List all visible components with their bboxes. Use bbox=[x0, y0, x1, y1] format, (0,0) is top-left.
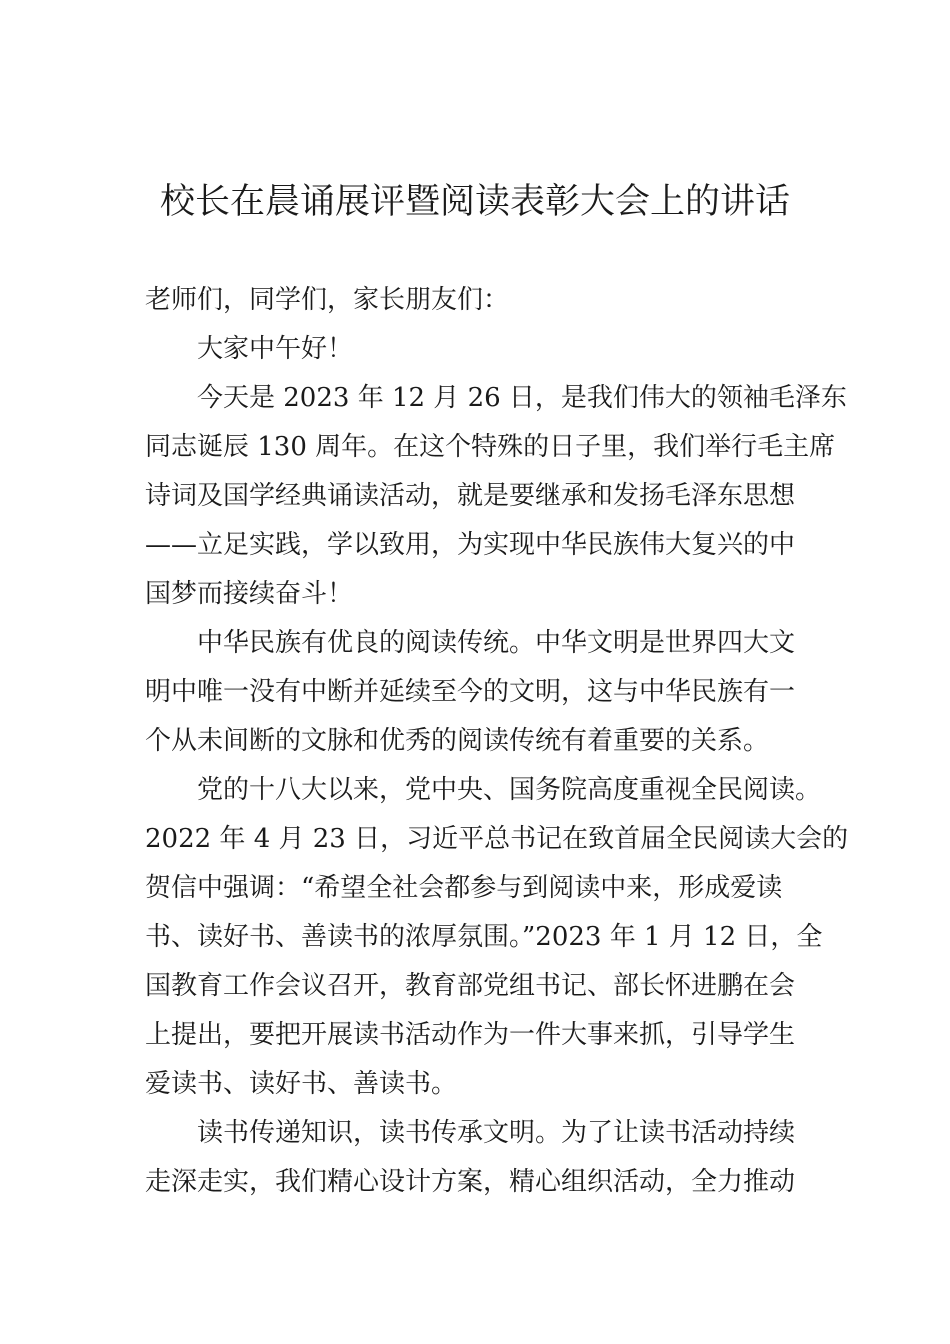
paragraph-line: 中华民族有优良的阅读传统。中华文明是世界四大文 bbox=[197, 628, 796, 658]
paragraph-line: 今天是 2023 年 12 月 26 日，是我们伟大的领袖毛泽东 bbox=[197, 383, 847, 413]
paragraph-line: 党的十八大以来，党中央、国务院高度重视全民阅读。 bbox=[197, 775, 822, 805]
paragraph-line: 明中唯一没有中断并延续至今的文明，这与中华民族有一 bbox=[145, 677, 796, 707]
paragraph-line: 个从未间断的文脉和优秀的阅读传统有着重要的关系。 bbox=[145, 726, 770, 756]
paragraph-line: 书、读好书、善读书的浓厚氛围。”2023 年 1 月 12 日，全 bbox=[145, 922, 823, 952]
salutation: 老师们，同学们，家长朋友们： bbox=[145, 285, 510, 315]
paragraph-greeting bbox=[145, 325, 810, 374]
paragraph-anniversary bbox=[145, 374, 847, 619]
paragraph-line: 诗词及国学经典诵读活动，就是要继承和发扬毛泽东思想 bbox=[145, 481, 796, 511]
paragraph-line: 国教育工作会议召开，教育部党组书记、部长怀进鹏在会 bbox=[145, 971, 796, 1001]
paragraph-line: 贺信中强调：“希望全社会都参与到阅读中来，形成爱读 bbox=[145, 873, 783, 903]
paragraph-reading-tradition bbox=[145, 619, 810, 766]
document-title: 校长在晨诵展评暨阅读表彰大会上的讲话 bbox=[159, 182, 790, 222]
paragraph-line: 国梦而接续奋斗！ bbox=[145, 579, 354, 609]
paragraph-line: ——立足实践，学以致用，为实现中华民族伟大复兴的中 bbox=[145, 530, 796, 560]
paragraph-line: 读书传递知识，读书传承文明。为了让读书活动持续 bbox=[197, 1118, 796, 1148]
paragraph-reading-activities bbox=[145, 1109, 810, 1207]
paragraph-line: 走深走实，我们精心设计方案，精心组织活动，全力推动 bbox=[145, 1167, 796, 1197]
paragraph-national-reading bbox=[145, 766, 849, 1109]
document-body bbox=[145, 276, 849, 1207]
paragraph-line: 上提出，要把开展读书活动作为一件大事来抓，引导学生 bbox=[145, 1020, 796, 1050]
paragraph-line: 同志诞辰 130 周年。在这个特殊的日子里，我们举行毛主席 bbox=[145, 432, 836, 462]
paragraph-line: 2022 年 4 月 23 日，习近平总书记在致首届全民阅读大会的 bbox=[145, 824, 849, 854]
paragraph-line: 爱读书、读好书、善读书。 bbox=[145, 1069, 458, 1099]
paragraph-line: 大家中午好！ bbox=[197, 334, 354, 364]
